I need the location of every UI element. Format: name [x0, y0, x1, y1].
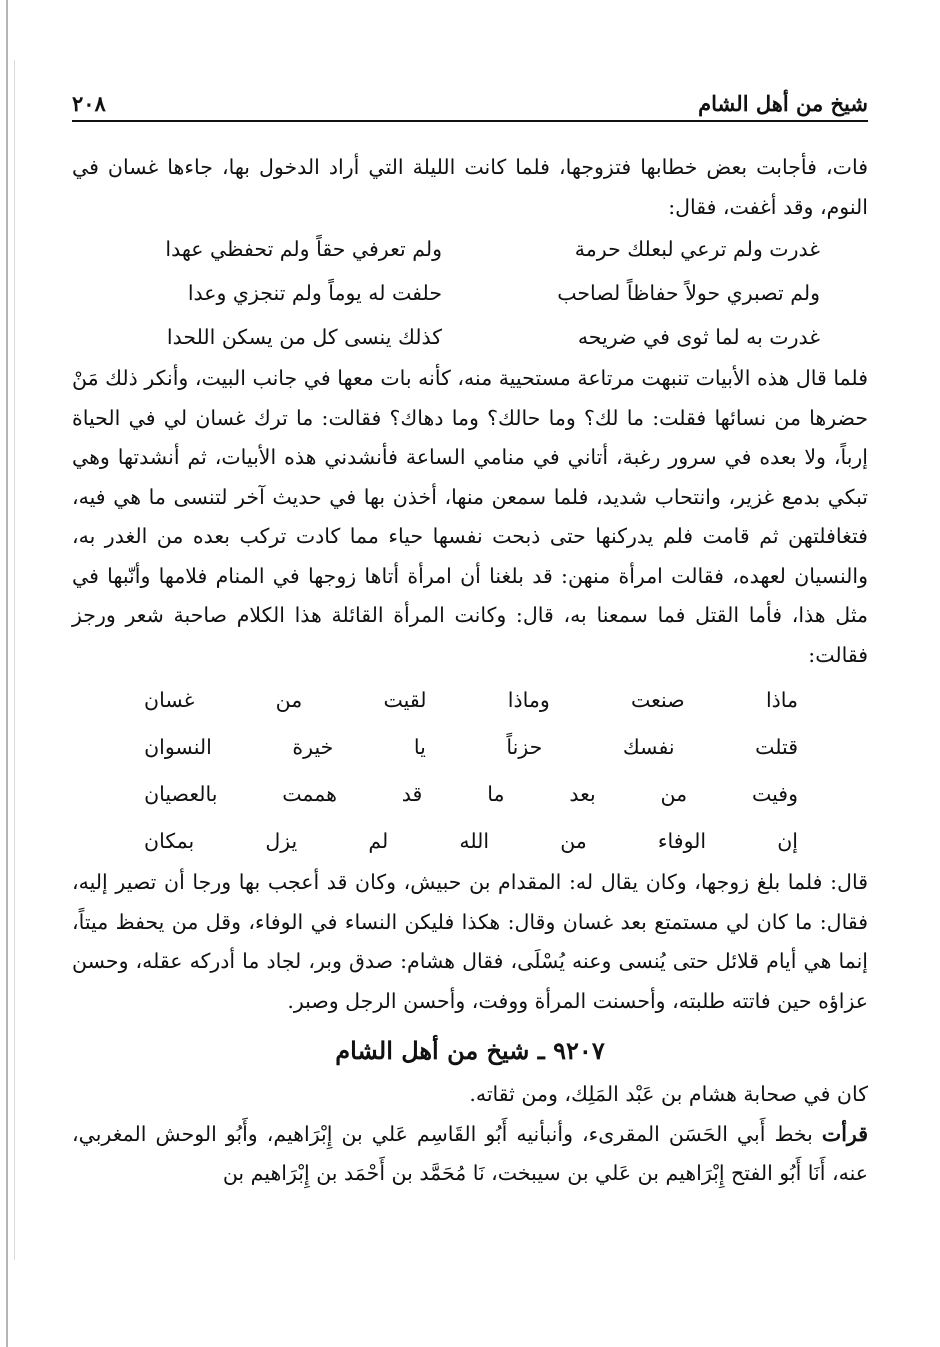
section-body-text: بخط أَبي الحَسَن المقرىء، وأنبأنيه أَبُو القَاسِم عَلي بن إِبْرَاهيم، وأَبُو الوحش المغربي، عنه، أَنَا أَبُو الفتح إِبْرَاهيم بن عَلي بن سيبخت، نَا مُحَمَّد بن أَحْمَد بن إِبْرَاهيم بن: [72, 1121, 868, 1185]
rajaz-word: من: [560, 829, 587, 853]
rajaz-word: يزل: [265, 829, 298, 853]
rajaz-word: النسوان: [144, 735, 212, 759]
rajaz-line: [72, 675, 868, 722]
paragraph-top: فات، فأجابت بعض خطابها فتزوجها، فلما كانت الليلة التي أراد الدخول بها، جاءها غسان في النوم، وقد أغفت، فقال:: [72, 155, 868, 219]
rajaz-word: الله: [459, 829, 490, 853]
scan-edge: [6, 0, 8, 1347]
rajaz-word: قتلت: [755, 735, 798, 759]
rajaz-word: ما: [487, 782, 505, 806]
rajaz-word: وفيت: [751, 782, 798, 806]
rajaz-word: بمكان: [144, 829, 195, 853]
running-title: شيخ من أهل الشام: [698, 91, 868, 116]
rajaz-block: [72, 675, 868, 863]
verse-first-hemistich: ولم تصبري حولاً حفاظاً لصاحب: [557, 281, 820, 305]
verse-first-hemistich: غدرت ولم ترعي لبعلك حرمة: [574, 237, 820, 261]
page-number: ٢٠٨: [72, 91, 106, 116]
rajaz-word: صنعت: [631, 688, 685, 712]
rajaz-word: بعد: [569, 782, 596, 806]
verse-second-hemistich: كذلك ينسى كل من يسكن اللحدا: [166, 325, 442, 349]
rajaz-word: من: [660, 782, 688, 806]
rajaz-word: قد: [401, 782, 423, 806]
section-intro: كان في صحابة هشام بن عَبْد المَلِك، ومن ثقاته.: [469, 1082, 868, 1106]
rajaz-word: يا: [413, 735, 426, 759]
rajaz-word: وماذا: [507, 688, 550, 712]
rajaz-word: خيرة: [292, 735, 334, 759]
paragraph-after: قال: فلما بلغ زوجها، وكان يقال له: المقدام بن حبيش، وكان قد أعجب بها ورجا أن تصير إليه، فقال: ما كان لي مستمتع بعد غسان وقال: هكذا فليكن النساء في الوفاء، وقل من يحفظ ميتاً، إنما هي أيام قلائل حتى يُنسى وعنه يُسْلَى، فقال هشام: صدق وبر، لجاد ما أدركه عقله، وحسن عزاؤه حين فاتته طلبته، وأحسنت المرأة ووفت، وأحسن الرجل وصبر.: [72, 870, 868, 1013]
rajaz-word: غسان: [144, 688, 195, 712]
paragraph-middle: فلما قال هذه الأبيات تنبهت مرتاعة مستحيية منه، كأنه بات معها في جانب البيت، وأنكر ذلك مَنْ حضرها من نسائها فقلت: ما لك؟ وما حالك؟ وما دهاك؟ فقالت: ما ترك غسان لي في الحياة إرباً، ولا بعده في سرور رغبة، أتاني في منامي الساعة فأنشدني هذه الأبيات، ثم أنشدتها وهي تبكي بدمع غزير، وانتحاب شديد، فلما سمعن منها، أخذن بها في حديث آخر لتنسى ما هي فيه، فتغافلتهن ثم قامت فلم يدركنها حتى ذبحت نفسها حياء مما كادت تركب بعده من الغدر به، والنسيان لعهده، فقالت امرأة منهن: قد بلغنا أن امرأة أتاها زوجها في المنام فلامها وأنّبها في مثل هذا، فأما القتل فما سمعنا به، قال: وكانت المرأة القائلة هذا الكلام صاحبة شعر ورجز فقالت:: [72, 366, 868, 667]
scan-edge-inner: [14, 60, 15, 1260]
section-heading: ٩٢٠٧ ـ شيخ من أهل الشام: [335, 1036, 605, 1065]
verse-line: [72, 315, 868, 359]
section-lead-word: قرأت: [821, 1121, 868, 1146]
rajaz-word: بالعصيان: [144, 782, 218, 806]
rajaz-word: حزناً: [506, 735, 543, 759]
verse-block: [72, 227, 868, 359]
rajaz-word: من: [275, 688, 303, 712]
rajaz-word: نفسك: [622, 735, 675, 759]
rajaz-word: هممت: [282, 782, 337, 806]
rajaz-word: إن: [777, 829, 798, 853]
rajaz-word: ماذا: [765, 688, 798, 712]
rajaz-line: [72, 816, 868, 863]
verse-line: [72, 271, 868, 315]
page-body: [72, 148, 868, 1194]
header-rule: [72, 120, 868, 122]
rajaz-line: [72, 722, 868, 769]
verse-second-hemistich: ولم تعرفي حقاً ولم تحفظي عهدا: [165, 237, 442, 261]
page-header: [72, 80, 868, 116]
rajaz-word: لم: [368, 829, 389, 853]
verse-first-hemistich: غدرت به لما ثوى في ضريحه: [577, 325, 820, 349]
rajaz-line: [72, 769, 868, 816]
verse-second-hemistich: حلفت له يوماً ولم تنجزي وعدا: [187, 281, 442, 305]
section-body: [72, 1115, 868, 1194]
verse-line: [72, 227, 868, 271]
rajaz-word: لقيت: [383, 688, 427, 712]
rajaz-word: الوفاء: [657, 829, 707, 853]
